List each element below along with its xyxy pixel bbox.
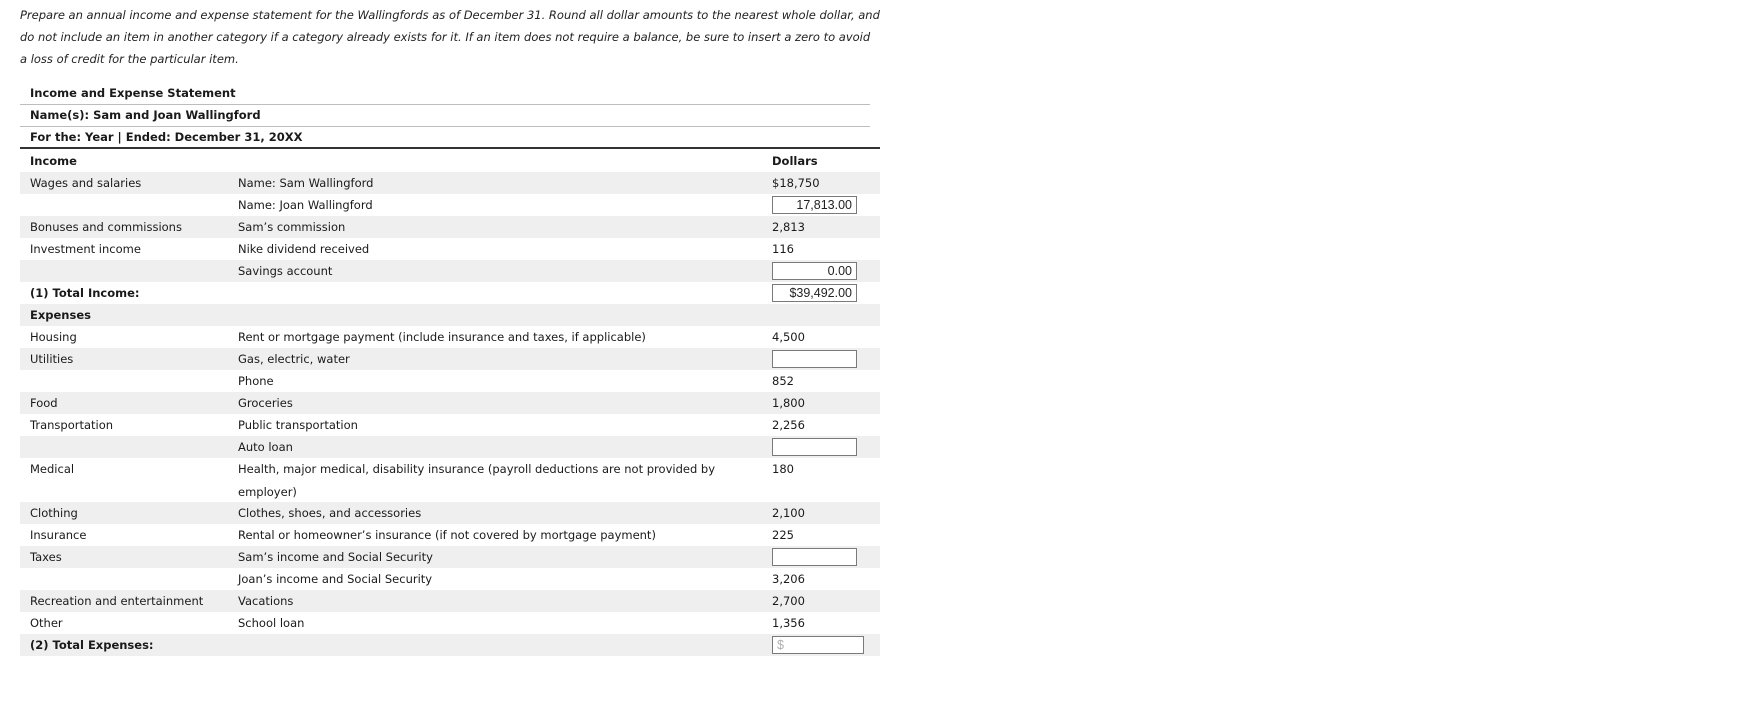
row-item: Nike dividend received	[238, 242, 370, 256]
table-row	[20, 260, 880, 282]
row-item: School loan	[238, 616, 305, 630]
table-row	[20, 370, 880, 392]
table-row	[20, 348, 880, 370]
statement-names: Name(s): Sam and Joan Wallingford	[20, 105, 870, 127]
row-category: Transportation	[30, 418, 114, 432]
row-item: Gas, electric, water	[238, 352, 350, 366]
row-category: Bonuses and commissions	[30, 220, 182, 234]
row-value: 2,700	[772, 594, 805, 608]
row-category: Utilities	[30, 352, 74, 366]
row-category: Investment income	[30, 242, 141, 256]
row-item: Sam’s commission	[238, 220, 346, 234]
row-category: Taxes	[30, 550, 62, 564]
table-row	[20, 458, 880, 502]
total-income-row	[20, 282, 880, 304]
row-item: Joan’s income and Social Security	[238, 572, 433, 586]
row-item: Savings account	[238, 264, 333, 278]
header-divider	[20, 147, 880, 149]
income-section-label: Income	[30, 154, 77, 168]
row-value: 1,800	[772, 396, 805, 410]
row-item: Auto loan	[238, 440, 293, 454]
total-expenses-label: (2) Total Expenses:	[30, 638, 154, 652]
table-row	[20, 238, 880, 260]
row-item: Health, major medical, disability insurance (payroll deductions are not provided by employer)	[238, 462, 716, 499]
row-value: 225	[772, 528, 794, 542]
utilities-input[interactable]	[772, 350, 857, 368]
table-row	[20, 524, 880, 546]
table-row	[20, 546, 880, 568]
row-item: Rental or homeowner’s insurance (if not covered by mortgage payment)	[238, 528, 656, 542]
table-row	[20, 612, 880, 634]
table-row	[20, 194, 880, 216]
row-category: Wages and salaries	[30, 176, 142, 190]
row-item: Public transportation	[238, 418, 358, 432]
total-expenses-input[interactable]: $	[772, 636, 864, 654]
total-income-input[interactable]: $39,492.00	[772, 284, 857, 302]
row-item: Vacations	[238, 594, 294, 608]
row-value: 2,100	[772, 506, 805, 520]
income-section-row	[20, 150, 880, 172]
sam-taxes-input[interactable]	[772, 548, 857, 566]
table-row	[20, 414, 880, 436]
total-income-label: (1) Total Income:	[30, 286, 140, 300]
row-value: 852	[772, 374, 794, 388]
table-row	[20, 392, 880, 414]
table-row	[20, 568, 880, 590]
row-item: Sam’s income and Social Security	[238, 550, 433, 564]
joan-wages-input[interactable]: 17,813.00	[772, 196, 857, 214]
row-item: Groceries	[238, 396, 293, 410]
row-category: Medical	[30, 462, 75, 476]
row-value: 3,206	[772, 572, 805, 586]
row-item: Clothes, shoes, and accessories	[238, 506, 422, 520]
row-value: 2,813	[772, 220, 805, 234]
income-expense-table	[20, 150, 880, 656]
row-item: Name: Joan Wallingford	[238, 198, 373, 212]
row-value: 180	[772, 462, 794, 476]
table-row	[20, 172, 880, 194]
statement-title: Income and Expense Statement	[20, 83, 870, 105]
row-value: $18,750	[772, 176, 820, 190]
row-category: Recreation and entertainment	[30, 594, 204, 608]
row-item: Rent or mortgage payment (include insurance and taxes, if applicable)	[238, 330, 646, 344]
table-row	[20, 436, 880, 458]
savings-account-input[interactable]: 0.00	[772, 262, 857, 280]
statement-period: For the: Year | Ended: December 31, 20XX	[30, 130, 303, 144]
row-category: Other	[30, 616, 63, 630]
table-row	[20, 326, 880, 348]
row-category: Housing	[30, 330, 77, 344]
expenses-section-row	[20, 304, 880, 326]
total-expenses-row	[20, 634, 880, 656]
expenses-section-label: Expenses	[30, 308, 91, 322]
dollars-column-header: Dollars	[772, 154, 818, 168]
row-value: 116	[772, 242, 794, 256]
statement-header	[20, 83, 880, 148]
row-value: 2,256	[772, 418, 805, 432]
row-category: Food	[30, 396, 58, 410]
table-row	[20, 590, 880, 612]
row-value: 4,500	[772, 330, 805, 344]
row-category: Insurance	[30, 528, 87, 542]
row-item: Phone	[238, 374, 274, 388]
row-item: Name: Sam Wallingford	[238, 176, 374, 190]
row-category: Clothing	[30, 506, 78, 520]
table-row	[20, 502, 880, 524]
table-row	[20, 216, 880, 238]
instructions-text: Prepare an annual income and expense statement for the Wallingfords as of December 31. Round all dollar amounts to the nearest whole dollar, and do not include an item in another category if a category already exists for it. If an item does not require a balance, be sure to insert a zero to avoid a loss of credit for the particular item.	[20, 8, 880, 66]
auto-loan-input[interactable]	[772, 438, 857, 456]
row-value: 1,356	[772, 616, 805, 630]
